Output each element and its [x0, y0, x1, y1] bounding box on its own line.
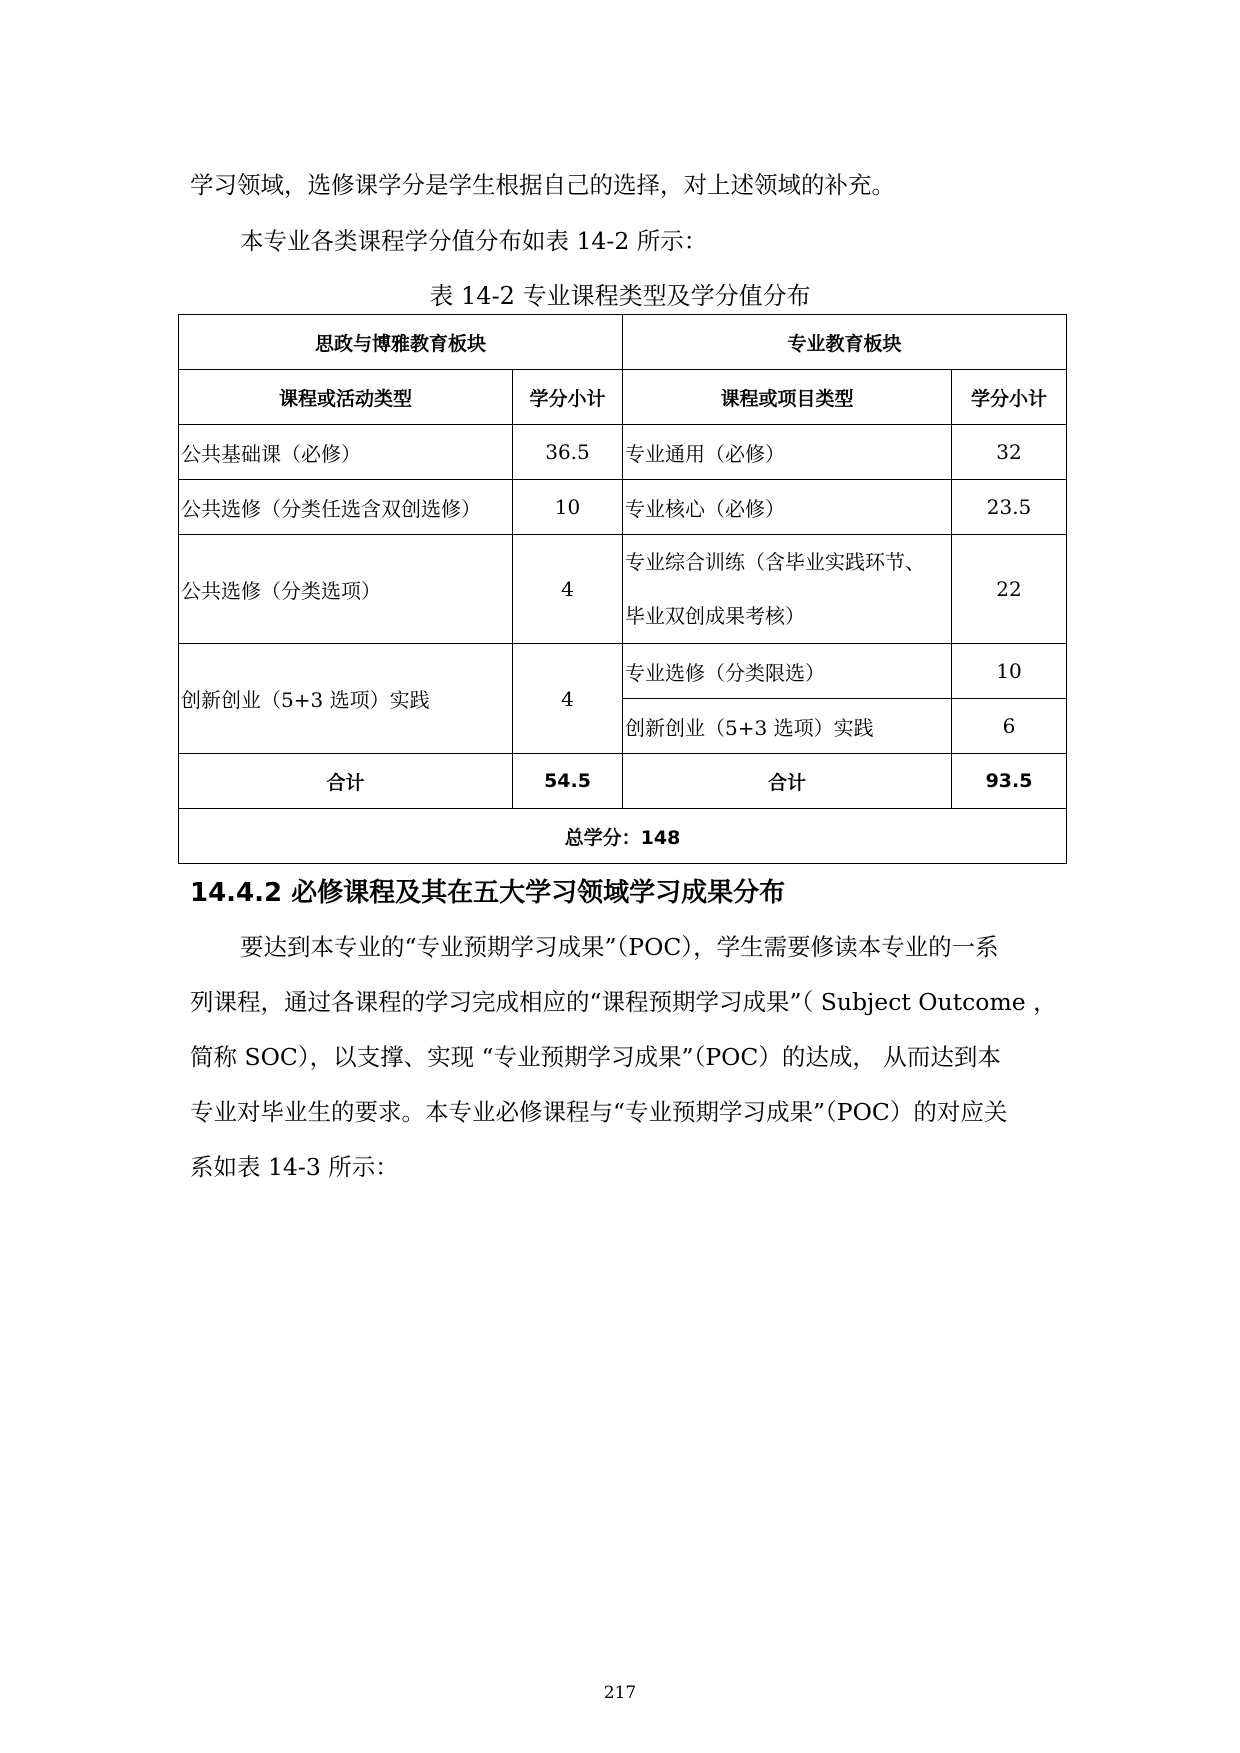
- right-course-name: 专业选修（分类限选）: [623, 644, 952, 699]
- left-total-value: 54.5: [513, 754, 623, 809]
- right-course-name-line-1: 专业综合训练（含毕业实践环节、: [625, 550, 926, 574]
- table-row: [179, 425, 1067, 480]
- left-course-name: 公共选修（分类任选含双创选修）: [179, 480, 513, 535]
- section-heading: 14.4.2 必修课程及其在五大学习领域学习成果分布: [190, 878, 786, 908]
- left-course-credit: 10: [513, 480, 623, 535]
- right-block-header: 专业教育板块: [623, 315, 1067, 370]
- table-row: [179, 535, 1067, 644]
- left-course-name: 创新创业（5+3 选项）实践: [179, 644, 513, 754]
- right-total-value: 93.5: [952, 754, 1067, 809]
- credit-distribution-table: [178, 314, 1067, 864]
- left-total-label: 合计: [179, 754, 513, 809]
- right-total-label: 合计: [623, 754, 952, 809]
- right-course-name: 创新创业（5+3 选项）实践: [623, 699, 952, 754]
- right-course-credit: 22: [952, 535, 1067, 644]
- grand-total: 总学分：148: [179, 809, 1067, 864]
- intro-line-1: 学习领域，选修课学分是学生根据自己的选择，对上述领域的补充。: [190, 171, 895, 199]
- body-line-5: 系如表 14-3 所示：: [190, 1153, 399, 1181]
- table-row: [179, 644, 1067, 699]
- right-course-name: 专业核心（必修）: [623, 480, 952, 535]
- page-number: 217: [603, 1683, 637, 1703]
- totals-row: [179, 754, 1067, 809]
- body-line-4: 专业对毕业生的要求。本专业必修课程与“专业预期学习成果”（POC）的对应关: [190, 1098, 1008, 1126]
- body-line-1: 要达到本专业的“专业预期学习成果”（POC），学生需要修读本专业的一系: [240, 933, 999, 961]
- column-header-credit-left: 学分小计: [513, 370, 623, 425]
- body-line-3: 简称 SOC），以支撑、实现 “专业预期学习成果”（POC）的达成， 从而达到本: [190, 1043, 1001, 1071]
- left-course-name: 公共基础课（必修）: [179, 425, 513, 480]
- right-course-credit: 32: [952, 425, 1067, 480]
- right-course-credit: 6: [952, 699, 1067, 754]
- left-course-name: 公共选修（分类选项）: [179, 535, 513, 644]
- left-course-credit: 36.5: [513, 425, 623, 480]
- column-header-type-right: 课程或项目类型: [623, 370, 952, 425]
- column-header-type-left: 课程或活动类型: [179, 370, 513, 425]
- right-course-name: [623, 535, 952, 644]
- column-header-credit-right: 学分小计: [952, 370, 1067, 425]
- right-course-name-line-2: 毕业双创成果考核）: [625, 604, 806, 628]
- left-course-credit: 4: [513, 535, 623, 644]
- table-caption: 表 14-2 专业课程类型及学分值分布: [429, 282, 811, 310]
- table-row: [179, 480, 1067, 535]
- intro-line-2: 本专业各类课程学分值分布如表 14-2 所示：: [240, 227, 708, 255]
- right-course-credit: 10: [952, 644, 1067, 699]
- left-course-credit: 4: [513, 644, 623, 754]
- right-course-credit: 23.5: [952, 480, 1067, 535]
- right-course-name: 专业通用（必修）: [623, 425, 952, 480]
- body-line-2: 列课程，通过各课程的学习完成相应的“课程预期学习成果”（ Subject Outcome ，: [190, 988, 1057, 1016]
- left-block-header: 思政与博雅教育板块: [179, 315, 623, 370]
